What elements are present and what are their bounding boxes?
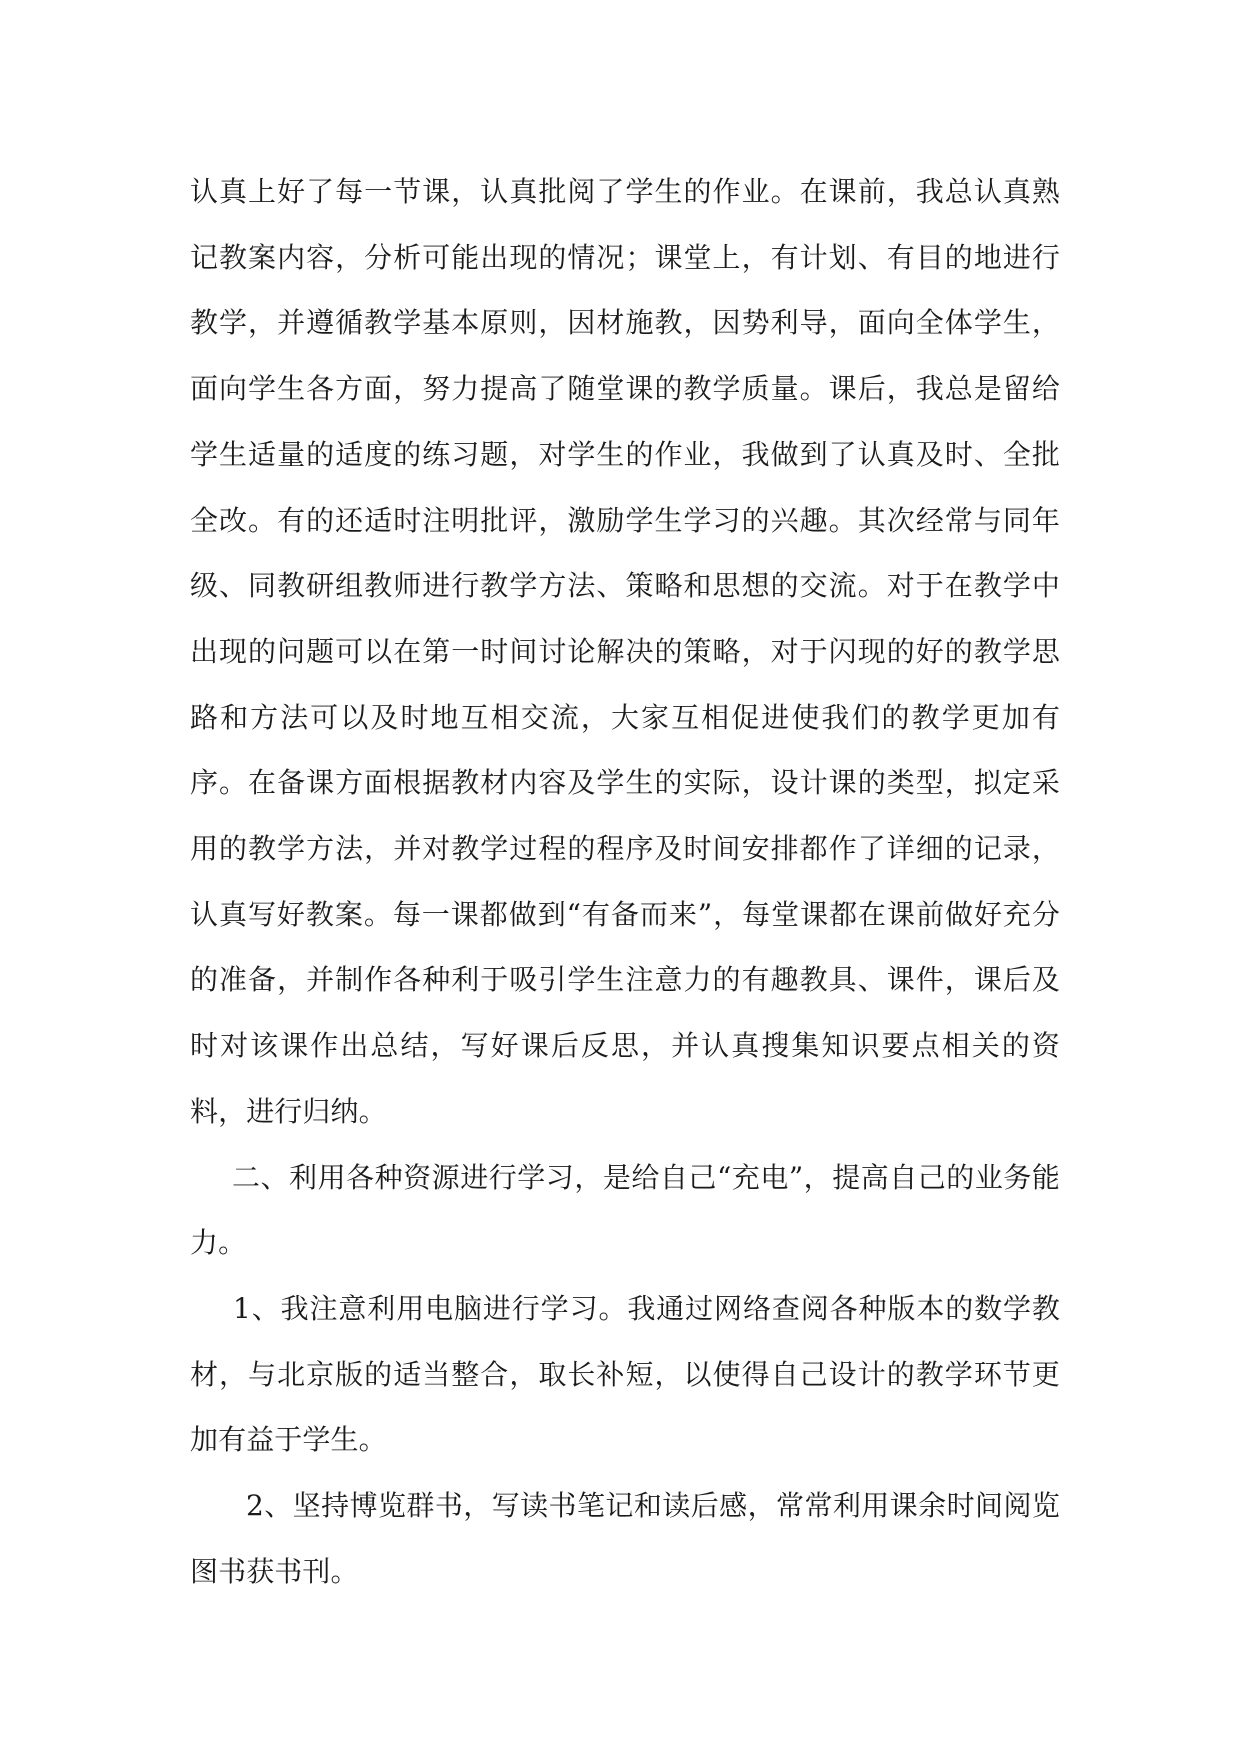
paragraph-section-two-heading: 二、利用各种资源进行学习，是给自己“充电”，提高自己的业务能力。	[190, 1160, 1060, 1260]
paragraph-teaching-work: 认真上好了每一节课，认真批阅了学生的作业。在课前，我总认真熟记教案内容，分析可能出现的情况；课堂上，有计划、有目的地进行教学，并遵循教学基本原则，因材施教，因势利导，面向全体学生，面向学生各方面，努力提高了随堂课的教学质量。课后，我总是留给学生适量的适度的练习题，对学生的作业，我做到了认真及时、全批全改。有的还适时注明批评，激励学生学习的兴趣。其次经常与同年级、同教研组教师进行教学方法、策略和思想的交流。对于在教学中出现的问题可以在第一时间讨论解决的策略，对于闪现的好的教学思路和方法可以及时地互相交流，大家互相促进使我们的教学更加有序。在备课方面根据教材内容及学生的实际，设计课的类型，拟定采用的教学方法，并对教学过程的程序及时间安排都作了详细的记录，认真写好教案。每一课都做到“有备而来”，每堂课都在课前做好充分的准备，并制作各种利于吸引学生注意力的有趣教具、课件，课后及时对该课作出总结，写好课后反思，并认真搜集知识要点相关的资料，进行归纳。	[190, 175, 1060, 1128]
paragraph-item-two: 2、坚持博览群书，写读书笔记和读后感，常常利用课余时间阅览图书获书刊。	[190, 1489, 1060, 1588]
paragraph-item-one: 1、我注意利用电脑进行学习。我通过网络查阅各种版本的数学教材，与北京版的适当整合，取长补短，以使得自己设计的教学环节更加有益于学生。	[190, 1291, 1060, 1457]
document-body	[190, 159, 1060, 1604]
